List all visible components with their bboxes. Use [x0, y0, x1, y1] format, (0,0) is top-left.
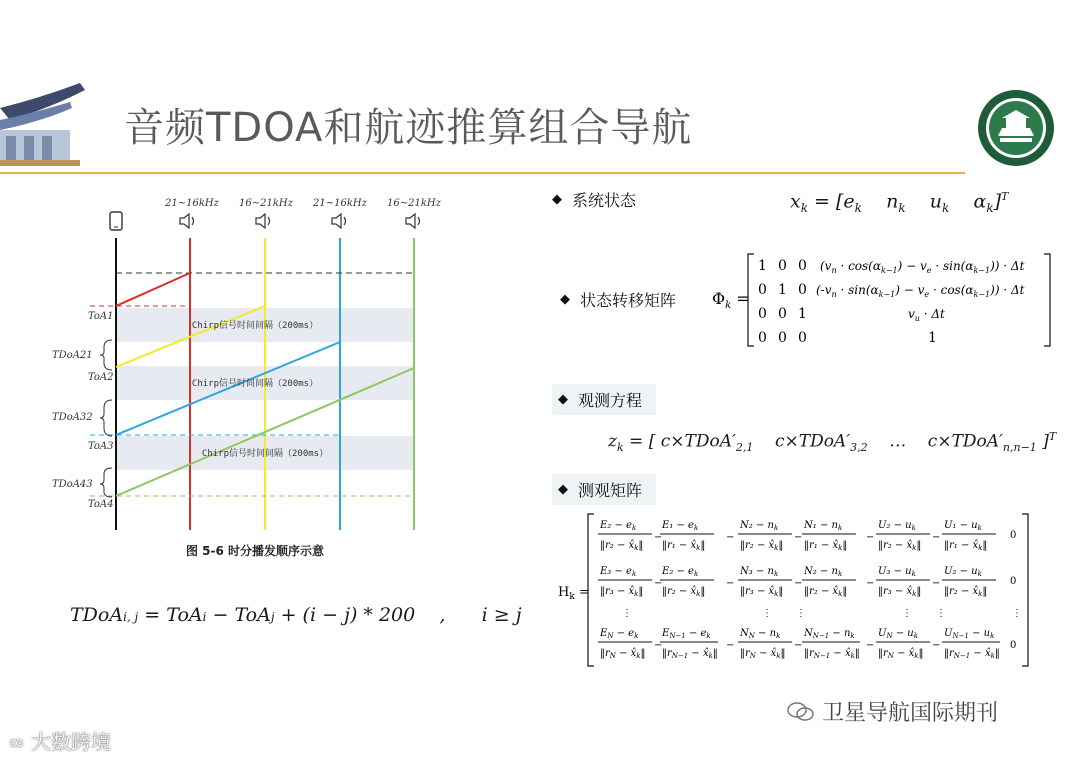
svg-text:−: −: [932, 532, 941, 543]
svg-text:−: −: [654, 578, 663, 589]
svg-text:‖rN − x̂k‖: $‖r_N$ − $x̂_k‖$: [600, 648, 646, 660]
speaker-icon: [256, 214, 270, 228]
university-seal-icon: [976, 88, 1056, 168]
equation-lhs: TDoA: [70, 604, 124, 626]
svg-text:⋮: ⋮: [936, 608, 946, 619]
tdoa-label: TDoA32: [52, 412, 93, 423]
svg-text:1: 1: [928, 330, 937, 346]
svg-text:0: 0: [1010, 530, 1017, 541]
section-state: [552, 188, 636, 211]
toa-label: ToA1: [88, 311, 114, 322]
svg-text:−: −: [932, 640, 941, 651]
toa-label: ToA3: [88, 441, 114, 452]
transition-matrix: [708, 250, 1053, 350]
svg-text:‖rN − x̂k‖: $‖r_N$ − $x̂_k‖$: [740, 648, 786, 660]
svg-text:0: 0: [778, 258, 787, 274]
watermark-right: [786, 696, 998, 727]
tdoa-brace: [100, 400, 112, 436]
svg-text:0: 0: [758, 306, 767, 322]
svg-text:‖rN − x̂k‖: $‖r_N$ − $x̂_k‖$: [878, 648, 924, 660]
speaker-label: 21~16kHz: [165, 198, 219, 209]
svg-text:vu · Δt: $v_u \cdot \Delta t$: [908, 307, 945, 323]
svg-text:0: 0: [798, 258, 807, 274]
svg-text:‖r₁ − x̂k‖: ‖r₁ − $x̂_k‖$: [662, 540, 706, 552]
diamond-bullet-icon: ◆: [560, 292, 570, 307]
speaker-icon: [406, 214, 420, 228]
svg-text:‖r₃ − x̂k‖: ‖r₃ − $x̂_k‖$: [878, 586, 922, 598]
svg-text:UN − uk: $U_N - u_k$: [878, 628, 918, 640]
speaker-label: 16~21kHz: [387, 198, 441, 209]
svg-text:‖r₃ − x̂k‖: ‖r₃ − $x̂_k‖$: [740, 586, 784, 598]
svg-text:‖r₂ − x̂k‖: ‖r₂ − $x̂_k‖$: [804, 586, 848, 598]
svg-text:−: −: [866, 640, 875, 651]
svg-text:−: −: [932, 578, 941, 589]
svg-text:‖rN−1 − x̂k‖: $‖r_{N-1}$ − $x̂_k‖$: [662, 648, 718, 660]
svg-text:U₂ − uk: $U_2 - u_k$: [944, 566, 982, 578]
svg-text:‖r₁ − x̂k‖: ‖r₁ − $x̂_k‖$: [804, 540, 848, 552]
speaker-label: 16~21kHz: [239, 198, 293, 209]
watermark-right-text: 卫星导航国际期刊: [822, 701, 999, 726]
toa-label: ToA4: [88, 499, 114, 510]
svg-text:0: 0: [1010, 640, 1017, 651]
svg-text:N₁ − nk: $N_1 - n_k$: [804, 520, 843, 532]
tdoa-brace: [100, 340, 112, 370]
tdoa-label: TDoA21: [52, 350, 93, 361]
svg-text:1: 1: [798, 306, 807, 322]
svg-text:‖rN−1 − x̂k‖: $‖r_{N-1}$ − $x̂_k‖$: [944, 648, 1000, 660]
svg-text:−: −: [654, 640, 663, 651]
svg-text:U₁ − uk: $U_1 - u_k$: [944, 520, 982, 532]
svg-text:U₂ − uk: $U_2 - u_k$: [878, 520, 916, 532]
svg-text:‖r₂ − x̂k‖: ‖r₂ − $x̂_k‖$: [944, 586, 988, 598]
svg-text:0: 0: [758, 282, 767, 298]
diamond-bullet-icon: ◆: [552, 192, 562, 207]
section-label: 系统状态: [572, 191, 637, 210]
svg-text:U₃ − uk: $U_3 - u_k$: [878, 566, 916, 578]
watermark-left-text: 大数跨境: [31, 730, 112, 754]
svg-text:0: 0: [758, 330, 767, 346]
svg-text:‖r₂ − x̂k‖: ‖r₂ − $x̂_k‖$: [662, 586, 706, 598]
svg-text:1: 1: [778, 282, 787, 298]
interval-label: Chirp信号时间间隔（200ms）: [191, 379, 319, 389]
svg-text:E₃ − ek: $E_3 - e_k$: [600, 566, 637, 578]
svg-text:(vn · cos(αk−1) − ve · sin(αk−: $(v_n \cdot \cos(\alpha_{k-1}) - v_e \cdot \sin(\alpha_{k-1})) \cdot \Delta t$: [820, 259, 1025, 275]
svg-text:‖rN−1 − x̂k‖: $‖r_{N-1}$ − $x̂_k‖$: [804, 648, 860, 660]
measurement-matrix: [556, 510, 1031, 670]
svg-text:‖r₁ − x̂k‖: ‖r₁ − $x̂_k‖$: [944, 540, 988, 552]
svg-text:N₃ − nk: $N_3 - n_k$: [740, 566, 779, 578]
section-label: 观测方程: [578, 391, 643, 410]
propagation-line-red: [116, 273, 190, 306]
diamond-bullet-icon: ◆: [558, 482, 568, 497]
interval-label: Chirp信号时间间隔（200ms）: [201, 449, 329, 459]
svg-text:‖r₃ − x̂k‖: ‖r₃ − $x̂_k‖$: [600, 586, 644, 598]
svg-text:N₂ − nk: $N_2 - n_k$: [804, 566, 843, 578]
svg-text:0: 0: [778, 330, 787, 346]
timing-diagram: [0, 180, 500, 600]
svg-text:⋮: ⋮: [762, 608, 772, 619]
section-observation: [552, 384, 656, 415]
svg-text:0: 0: [778, 306, 787, 322]
observation-equation: $z_k$ = [ $c\times TDoA'_{2,1}$ $c\times TDoA'_{3,2}$ … $c\times TDoA'_{n,n-1}$ ]$^T$: [608, 430, 1057, 455]
svg-text:E₂ − ek: $E_2 - e_k$: [600, 520, 637, 532]
diamond-bullet-icon: ◆: [558, 392, 568, 407]
section-measurement: [552, 474, 656, 505]
svg-text:−: −: [794, 532, 803, 543]
speaker-icon: [180, 214, 194, 228]
svg-text:−: −: [726, 532, 735, 543]
toa-label: ToA2: [88, 372, 114, 383]
section-label: 状态转移矩阵: [580, 291, 677, 310]
svg-text:1: 1: [758, 258, 767, 274]
svg-text:−: −: [654, 532, 663, 543]
speaker-icon: [332, 214, 346, 228]
svg-text:−: −: [794, 640, 803, 651]
title-divider: [0, 172, 965, 174]
section-label: 测观矩阵: [578, 481, 643, 500]
svg-text:EN − ek: $E_N - e_k$: [600, 628, 639, 640]
section-transition: [560, 288, 676, 311]
phone-icon: [110, 212, 122, 230]
tdoa-label: TDoA43: [52, 479, 93, 490]
svg-text:‖r₂ − x̂k‖: ‖r₂ − $x̂_k‖$: [600, 540, 644, 552]
svg-text:0: 0: [798, 330, 807, 346]
interval-label: Chirp信号时间间隔（200ms）: [191, 321, 319, 331]
svg-text:(-vn · sin(αk−1) − ve · cos(αk: $(-v_n \cdot \sin(\alpha_{k-1}) - v_e \cdot \cos(\alpha_{k-1})) \cdot \Delta t$: [816, 283, 1025, 299]
svg-text:⋮: ⋮: [622, 608, 632, 619]
svg-text:−: −: [794, 578, 803, 589]
state-vector: $x_k = [e_k$ $n_k$ $u_k$ $\alpha_k]^T$: [790, 190, 1009, 216]
tdoa-brace: [100, 468, 112, 497]
svg-text:⋮: ⋮: [902, 608, 912, 619]
svg-text:‖r₂ − x̂k‖: ‖r₂ − $x̂_k‖$: [878, 540, 922, 552]
svg-text:−: −: [866, 532, 875, 543]
svg-text:−: −: [726, 640, 735, 651]
svg-text:0: 0: [1010, 576, 1017, 587]
svg-text:−: −: [866, 578, 875, 589]
svg-text:⋮: ⋮: [1012, 608, 1022, 619]
svg-text:⋮: ⋮: [796, 608, 806, 619]
page-title: 音频TDOA和航迹推算组合导航: [124, 105, 693, 151]
tdoa-equation: TDoAi, j = ToAi − ToAj + (i − j) * 200 , i ≥ j: [70, 604, 522, 626]
figure-caption: 图 5-6 时分播发顺序示意: [185, 544, 325, 558]
svg-text:E₁ − ek: $E_1 - e_k$: [662, 520, 699, 532]
watermark-left: [8, 726, 111, 755]
svg-text:Hk =: $H_k$ =: [558, 585, 590, 602]
svg-text:N₂ − nk: $N_2 - n_k$: [740, 520, 779, 532]
svg-text:0: 0: [798, 282, 807, 298]
svg-text:‖r₂ − x̂k‖: ‖r₂ − $x̂_k‖$: [740, 540, 784, 552]
speaker-label: 21~16kHz: [313, 198, 367, 209]
svg-text:NN − nk: $N_N - n_k$: [740, 628, 781, 640]
svg-text:NN−1 − nk: $N_{N-1} - n_k$: [804, 628, 855, 640]
svg-text:E₂ − ek: $E_2 - e_k$: [662, 566, 699, 578]
brand-logo-icon: ∞: [8, 730, 25, 754]
wechat-icon: [786, 701, 816, 723]
svg-text:EN−1 − ek: $E_{N-1} - e_k$: [662, 628, 711, 640]
svg-text:−: −: [726, 578, 735, 589]
svg-text:Φk =: $\Phi_k$ =: [712, 289, 750, 311]
svg-text:UN−1 − uk: $U_{N-1} - u_k$: [944, 628, 995, 640]
roof-decoration-icon: [0, 78, 110, 178]
